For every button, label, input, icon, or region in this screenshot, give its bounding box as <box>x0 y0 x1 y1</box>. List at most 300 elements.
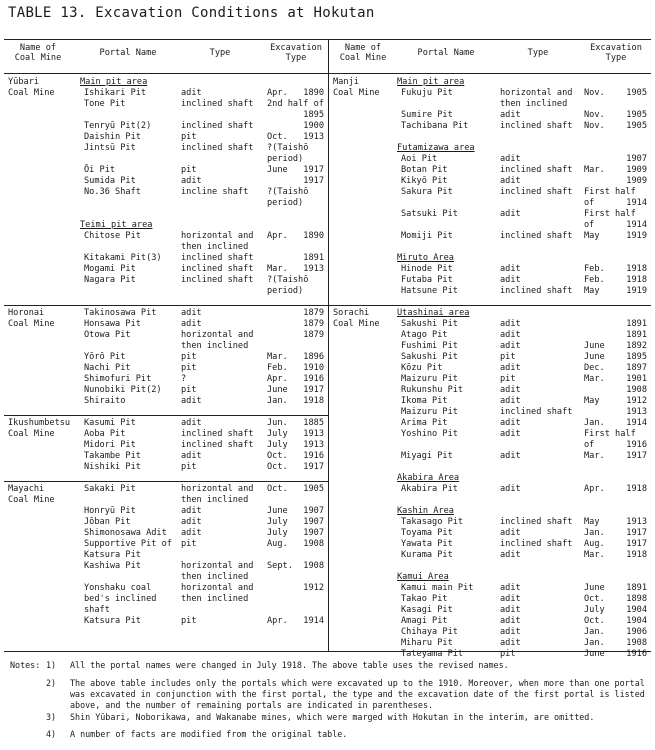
portal-name: Kamui main Pit <box>401 583 474 593</box>
portal-name: Satsuki Pit <box>401 209 458 219</box>
area-heading: Kamui Area <box>397 572 449 582</box>
note-number: 2) <box>46 678 57 688</box>
excavation-type: then inclined <box>500 99 568 109</box>
portal-name: Tateyama Pit <box>401 649 464 659</box>
excavation-type: inclined shaft <box>500 407 573 417</box>
table-title: TABLE 13. Excavation Conditions at Hokutan <box>8 5 375 21</box>
portal-name: Kitakami Pit(3) <box>84 253 162 263</box>
mine-divider <box>329 305 651 306</box>
portal-name: Kikyō Pit <box>401 176 448 186</box>
portal-name: Chitose Pit <box>84 231 141 241</box>
excavation-year: 1919 <box>626 286 647 296</box>
excavation-year: 1891 <box>303 253 324 263</box>
excavation-type: inclined shaft <box>500 121 573 131</box>
excavation-year: 1917 <box>303 385 324 395</box>
excavation-year: 1918 <box>626 484 647 494</box>
portal-name: Hatsune Pit <box>401 286 458 296</box>
portal-name: Atago Pit <box>401 330 448 340</box>
excavation-type: horizontal and <box>181 330 254 340</box>
excavation-month: ?(Taishō <box>267 143 309 153</box>
excavation-month: Mar. <box>584 374 605 384</box>
portal-name: Tachibana Pit <box>401 121 469 131</box>
area-heading: Main pit area <box>397 77 465 87</box>
excavation-year: 1917 <box>303 462 324 472</box>
excavation-year: 1916 <box>626 649 647 659</box>
header-type-left: Type <box>209 48 231 58</box>
portal-name: Yoshino Pit <box>401 429 458 439</box>
portal-name: Yawata Pit <box>401 539 453 549</box>
excavation-type: adit <box>500 330 521 340</box>
excavation-month: Jun. <box>267 418 288 428</box>
portal-name: Sumida Pit <box>84 176 136 186</box>
excavation-year: 1879 <box>303 308 324 318</box>
excavation-type: adit <box>181 88 202 98</box>
excavation-type: adit <box>500 594 521 604</box>
portal-name: Miharu Pit <box>401 638 453 648</box>
excavation-year: 1913 <box>303 264 324 274</box>
excavation-year: 1901 <box>626 374 647 384</box>
mine-divider <box>4 305 328 306</box>
excavation-month: May <box>584 231 600 241</box>
excavation-month: Feb. <box>584 275 605 285</box>
excavation-type: inclined shaft <box>181 429 254 439</box>
excavation-year: 1895 <box>303 110 324 120</box>
portal-name: Takinosawa Pit <box>84 308 157 318</box>
excavation-year: 1914 <box>626 220 647 230</box>
excavation-month: June <box>584 583 605 593</box>
excavation-year: 1892 <box>626 341 647 351</box>
excavation-month: July <box>267 429 288 439</box>
excavation-type: adit <box>500 209 521 219</box>
excavation-year: 1918 <box>303 396 324 406</box>
portal-name: Sakushi Pit <box>401 352 458 362</box>
portal-name: Nishiki Pit <box>84 462 141 472</box>
note-text: The above table includes only the portals which were excavated up to the 1910. Moreover, when more than one portal was excavated in conjunction with the first portal, the type and the excavation date of the first portal is listed above, and the number of remaining portals are indicated in parentheses. <box>70 678 645 710</box>
note-item <box>46 712 650 723</box>
excavation-year: 1916 <box>303 451 324 461</box>
portal-name: Ōi Pit <box>84 165 116 175</box>
excavation-year: 1909 <box>626 165 647 175</box>
excavation-year: 1918 <box>626 550 647 560</box>
portal-name: Miyagi Pit <box>401 451 453 461</box>
excavation-year: 1908 <box>303 561 324 571</box>
excavation-month: May <box>584 286 600 296</box>
excavation-type: adit <box>181 528 202 538</box>
excavation-month: June <box>267 506 288 516</box>
portal-name: Otowa Pit <box>84 330 131 340</box>
coal-mine-name: Yūbari <box>8 77 40 87</box>
portal-name: shaft <box>84 605 110 615</box>
excavation-year: 1908 <box>626 638 647 648</box>
excavation-month: Oct. <box>267 462 288 472</box>
excavation-year: 1891 <box>626 330 647 340</box>
portal-name: Nunobiki Pit(2) <box>84 385 162 395</box>
excavation-month: period) <box>267 198 304 208</box>
portal-name: Chihaya Pit <box>401 627 458 637</box>
excavation-year: 1912 <box>626 396 647 406</box>
excavation-month: First half <box>584 209 636 219</box>
excavation-month: Jan. <box>584 528 605 538</box>
area-heading: Teimi pit area <box>80 220 153 230</box>
excavation-year: 1898 <box>626 594 647 604</box>
note-text: Shin Yūbari, Noborikawa, and Wakanabe mines, which were marged with Hokutan in the interim, are omitted. <box>70 712 595 722</box>
excavation-year: 1905 <box>303 484 324 494</box>
excavation-year: 1905 <box>626 110 647 120</box>
excavation-type: inclined shaft <box>181 253 254 263</box>
portal-name: Ikoma Pit <box>401 396 448 406</box>
excavation-year: 1916 <box>303 374 324 384</box>
excavation-year: 1913 <box>626 407 647 417</box>
portal-name: Midori Pit <box>84 440 136 450</box>
excavation-year: 1879 <box>303 330 324 340</box>
excavation-type: then inclined <box>181 242 249 252</box>
area-heading: Akabira Area <box>397 473 460 483</box>
portal-name: Arima Pit <box>401 418 448 428</box>
header-portal-left: Portal Name <box>99 48 157 58</box>
portal-name: Takambe Pit <box>84 451 141 461</box>
portal-name: Maizuru Pit <box>401 374 458 384</box>
excavation-year: 1907 <box>303 517 324 527</box>
excavation-month: June <box>267 165 288 175</box>
portal-name: Kasumi Pit <box>84 418 136 428</box>
area-heading: Main pit area <box>80 77 148 87</box>
excavation-type: inclined shaft <box>500 286 573 296</box>
excavation-year: 1917 <box>626 451 647 461</box>
portal-name: Takao Pit <box>401 594 448 604</box>
coal-mine-name: Coal Mine <box>8 319 55 329</box>
excavation-type: adit <box>500 154 521 164</box>
portal-name: Kasagi Pit <box>401 605 453 615</box>
excavation-type: then inclined <box>181 572 249 582</box>
portal-name: Futaba Pit <box>401 275 453 285</box>
excavation-year: 1913 <box>303 440 324 450</box>
excavation-year: 1914 <box>303 616 324 626</box>
excavation-month: period) <box>267 286 304 296</box>
portal-name: Rukunshu Pit <box>401 385 464 395</box>
excavation-month: May <box>584 396 600 406</box>
excavation-year: 1905 <box>626 121 647 131</box>
portal-name: No.36 Shaft <box>84 187 141 197</box>
excavation-year: 1917 <box>626 528 647 538</box>
note-text: A number of facts are modified from the original table. <box>70 729 348 739</box>
portal-name: Botan Pit <box>401 165 448 175</box>
note-number: 3) <box>46 712 57 722</box>
portal-name: Kōzu Pit <box>401 363 443 373</box>
excavation-month: Nov. <box>584 88 605 98</box>
excavation-month: Sept. <box>267 561 293 571</box>
excavation-type: then inclined <box>181 495 249 505</box>
excavation-type: pit <box>181 165 197 175</box>
portal-name: Akabira Pit <box>401 484 458 494</box>
excavation-type: inclined shaft <box>500 517 573 527</box>
portal-name: Sumire Pit <box>401 110 453 120</box>
portal-name: Takasago Pit <box>401 517 464 527</box>
excavation-month: Oct. <box>584 616 605 626</box>
excavation-type: adit <box>500 605 521 615</box>
portal-name: Yōrō Pit <box>84 352 126 362</box>
portal-name: bed's inclined <box>84 594 157 604</box>
portal-name: Jintsū Pit <box>84 143 136 153</box>
excavation-year: 1891 <box>626 319 647 329</box>
excavation-type: pit <box>181 616 197 626</box>
excavation-type: adit <box>500 176 521 186</box>
excavation-type: horizontal and <box>500 88 573 98</box>
excavation-type: horizontal and <box>181 583 254 593</box>
excavation-type: adit <box>500 363 521 373</box>
portal-name: Honryū Pit <box>84 506 136 516</box>
portal-name: Shimofuri Pit <box>84 374 152 384</box>
excavation-year: 1907 <box>303 506 324 516</box>
excavation-year: 1885 <box>303 418 324 428</box>
excavation-type: then inclined <box>181 341 249 351</box>
excavation-type: pit <box>500 352 516 362</box>
excavation-year: 1916 <box>626 440 647 450</box>
excavation-year: 1909 <box>626 176 647 186</box>
excavation-type: adit <box>500 550 521 560</box>
excavation-month: July <box>584 605 605 615</box>
excavation-type: pit <box>181 352 197 362</box>
excavation-month: Mar. <box>267 352 288 362</box>
excavation-type: inclined shaft <box>500 187 573 197</box>
excavation-type: adit <box>500 418 521 428</box>
excavation-type: adit <box>500 451 521 461</box>
portal-name: Kashiwa Pit <box>84 561 141 571</box>
excavation-year: 1890 <box>303 231 324 241</box>
portal-name: Kurama Pit <box>401 550 453 560</box>
excavation-type: adit <box>181 506 202 516</box>
excavation-type: inclined shaft <box>181 121 254 131</box>
excavation-month: Jan. <box>584 418 605 428</box>
coal-mine-name: Mayachi <box>8 484 45 494</box>
excavation-month: July <box>267 517 288 527</box>
coal-mine-name: Ikushumbetsu <box>8 418 71 428</box>
excavation-type: adit <box>500 110 521 120</box>
excavation-month: Nov. <box>584 121 605 131</box>
excavation-year: 1914 <box>626 198 647 208</box>
portal-name: Maizuru Pit <box>401 407 458 417</box>
portal-name: Supportive Pit of <box>84 539 172 549</box>
excavation-type: adit <box>181 451 202 461</box>
coal-mine-name: Coal Mine <box>8 495 55 505</box>
excavation-type: pit <box>181 363 197 373</box>
excavation-type: adit <box>500 319 521 329</box>
notes-label: Notes: <box>10 660 41 670</box>
excavation-month: June <box>584 352 605 362</box>
excavation-type: adit <box>500 429 521 439</box>
portal-name: Amagi Pit <box>401 616 448 626</box>
excavation-month: Mar. <box>584 550 605 560</box>
portal-name: Nachi Pit <box>84 363 131 373</box>
excavation-month: period) <box>267 154 304 164</box>
excavation-type: adit <box>500 275 521 285</box>
excavation-month: Apr. <box>267 231 288 241</box>
excavation-type: adit <box>500 385 521 395</box>
portal-name: Fukuju Pit <box>401 88 453 98</box>
excavation-month: Aug. <box>267 539 288 549</box>
excavation-month: of <box>584 220 595 230</box>
portal-name: Mogami Pit <box>84 264 136 274</box>
excavation-month: 2nd half of <box>267 99 324 109</box>
area-heading: Utashinai area <box>397 308 470 318</box>
excavation-month: Mar. <box>584 165 605 175</box>
header-type-right: Type <box>527 48 549 58</box>
excavation-type: inclined shaft <box>181 275 254 285</box>
portal-name: Shiraito <box>84 396 126 406</box>
coal-mine-name: Sorachi <box>333 308 370 318</box>
portal-name: Toyama Pit <box>401 528 453 538</box>
excavation-type: adit <box>500 583 521 593</box>
excavation-year: 1910 <box>303 363 324 373</box>
portal-name: Tone Pit <box>84 99 126 109</box>
table-bottom-rule <box>4 651 651 652</box>
header-exc-right: Excavation Type <box>590 43 642 63</box>
excavation-month: May <box>584 517 600 527</box>
excavation-year: 1913 <box>626 517 647 527</box>
excavation-month: Oct. <box>584 594 605 604</box>
excavation-month: Aug. <box>584 539 605 549</box>
excavation-type: then inclined <box>181 594 249 604</box>
excavation-month: First half <box>584 429 636 439</box>
excavation-year: 1908 <box>626 385 647 395</box>
portal-name: Honsawa Pit <box>84 319 141 329</box>
portal-name: Yonshaku coal <box>84 583 152 593</box>
excavation-year: 1891 <box>626 583 647 593</box>
excavation-type: pit <box>181 132 197 142</box>
excavation-month: Oct. <box>267 132 288 142</box>
excavation-month: July <box>267 528 288 538</box>
excavation-month: ?(Taishō <box>267 187 309 197</box>
excavation-month: June <box>584 341 605 351</box>
excavation-type: inclined shaft <box>181 99 254 109</box>
excavation-year: 1896 <box>303 352 324 362</box>
note-number: 1) <box>46 660 57 670</box>
excavation-type: adit <box>500 264 521 274</box>
excavation-type: inclined shaft <box>500 539 573 549</box>
excavation-month: Jan. <box>584 638 605 648</box>
excavation-year: 1879 <box>303 319 324 329</box>
excavation-month: Apr. <box>584 484 605 494</box>
excavation-type: adit <box>181 319 202 329</box>
excavation-year: 1919 <box>626 231 647 241</box>
excavation-type: adit <box>181 308 202 318</box>
portal-name: Nagara Pit <box>84 275 136 285</box>
excavation-month: June <box>584 649 605 659</box>
excavation-type: adit <box>500 341 521 351</box>
excavation-type: pit <box>500 374 516 384</box>
excavation-type: adit <box>500 396 521 406</box>
excavation-month: Jan. <box>267 396 288 406</box>
excavation-year: 1900 <box>303 121 324 131</box>
excavation-year: 1906 <box>626 627 647 637</box>
portal-name: Sakushi Pit <box>401 319 458 329</box>
excavation-year: 1917 <box>303 176 324 186</box>
excavation-month: Feb. <box>267 363 288 373</box>
coal-mine-name: Coal Mine <box>8 429 55 439</box>
mine-divider <box>4 415 328 416</box>
excavation-type: inclined shaft <box>181 264 254 274</box>
excavation-month: Dec. <box>584 363 605 373</box>
excavation-year: 1917 <box>303 165 324 175</box>
excavation-type: adit <box>500 616 521 626</box>
portal-name: Katsura Pit <box>84 550 141 560</box>
excavation-month: ?(Taishō <box>267 275 309 285</box>
portal-name: Fushimi Pit <box>401 341 458 351</box>
excavation-type: adit <box>500 528 521 538</box>
excavation-month: July <box>267 440 288 450</box>
excavation-type: inclined shaft <box>181 143 254 153</box>
excavation-year: 1907 <box>303 528 324 538</box>
header-mine-right: Name of Coal Mine <box>339 43 387 63</box>
portal-name: Aoi Pit <box>401 154 438 164</box>
area-heading: Kashin Area <box>397 506 454 516</box>
excavation-month: Apr. <box>267 374 288 384</box>
area-heading: Miruto Area <box>397 253 454 263</box>
note-item <box>46 660 650 671</box>
portal-name: Jōban Pit <box>84 517 131 527</box>
excavation-year: 1905 <box>626 88 647 98</box>
excavation-type: pit <box>181 385 197 395</box>
excavation-type: adit <box>181 418 202 428</box>
header-portal-right: Portal Name <box>417 48 475 58</box>
excavation-month: Apr. <box>267 88 288 98</box>
excavation-year: 1907 <box>626 154 647 164</box>
excavation-year: 1897 <box>626 363 647 373</box>
header-mine-left: Name of Coal Mine <box>14 43 62 63</box>
excavation-month: Jan. <box>584 627 605 637</box>
excavation-month: Mar. <box>584 451 605 461</box>
coal-mine-name: Coal Mine <box>333 88 380 98</box>
portal-name: Momiji Pit <box>401 231 453 241</box>
note-number: 4) <box>46 729 57 739</box>
excavation-month: June <box>267 385 288 395</box>
excavation-type: horizontal and <box>181 561 254 571</box>
excavation-year: 1914 <box>626 418 647 428</box>
excavation-type: inclined shaft <box>500 231 573 241</box>
excavation-month: of <box>584 440 595 450</box>
portal-name: Sakura Pit <box>401 187 453 197</box>
excavation-type: adit <box>181 396 202 406</box>
excavation-month: Nov. <box>584 110 605 120</box>
excavation-month: Feb. <box>584 264 605 274</box>
excavation-year: 1918 <box>626 264 647 274</box>
excavation-year: 1890 <box>303 88 324 98</box>
portal-name: Tenryū Pit(2) <box>84 121 152 131</box>
header-exc-left: Excavation Type <box>270 43 322 63</box>
excavation-type: ? <box>181 374 187 384</box>
excavation-year: 1904 <box>626 616 647 626</box>
portal-name: Hinode Pit <box>401 264 453 274</box>
coal-mine-name: Horonai <box>8 308 45 318</box>
area-heading: Futamizawa area <box>397 143 475 153</box>
excavation-type: pit <box>181 462 197 472</box>
note-text: All the portal names were changed in July 1918. The above table uses the revised names. <box>70 660 509 670</box>
excavation-year: 1918 <box>626 275 647 285</box>
excavation-table <box>4 39 651 659</box>
excavation-type: incline shaft <box>181 187 249 197</box>
excavation-type: pit <box>181 539 197 549</box>
excavation-type: adit <box>500 627 521 637</box>
portal-name: Daishin Pit <box>84 132 141 142</box>
excavation-year: 1912 <box>303 583 324 593</box>
excavation-type: adit <box>500 638 521 648</box>
excavation-type: adit <box>181 176 202 186</box>
excavation-month: Mar. <box>267 264 288 274</box>
excavation-month: First half <box>584 187 636 197</box>
note-item <box>46 678 650 711</box>
excavation-month: Oct. <box>267 484 288 494</box>
excavation-type: pit <box>500 649 516 659</box>
note-item <box>46 729 650 740</box>
